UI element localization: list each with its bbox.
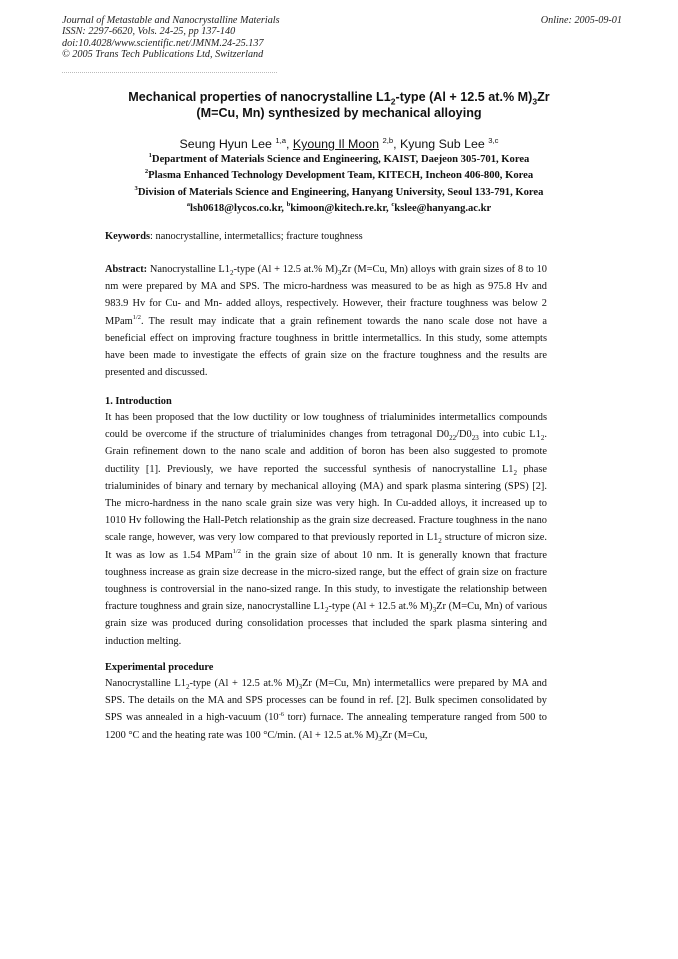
introduction-heading: 1. Introduction bbox=[105, 396, 172, 407]
journal-issn: ISSN: 2297-6620, Vols. 24-25, pp 137-140 bbox=[62, 26, 236, 38]
email-b[interactable]: kimoon@kitech.re.kr, bbox=[290, 203, 389, 214]
author-2: Kyoung Il Moon bbox=[292, 137, 379, 151]
keywords bbox=[105, 231, 363, 242]
journal-copyright: © 2005 Trans Tech Publications Ltd, Switzerland bbox=[62, 48, 264, 60]
author-emails: $^a$lsh0618@lycos.co.kr, $^b$kimoon@kitech.re.kr, $^c$kslee@hanyang.ac.kr bbox=[186, 201, 492, 214]
journal-name: Journal of Metastable and Nanocrystalline Materials bbox=[62, 15, 280, 26]
author-3: Kyung Sub Lee bbox=[400, 137, 485, 151]
title-line-2: (M=Cu, Mn) synthesized by mechanical alloying bbox=[196, 105, 482, 120]
abstract-label: Abstract: bbox=[105, 264, 148, 275]
header-divider bbox=[62, 72, 277, 73]
affiliation-1: $^1$Department of Materials Science and Engineering, KAIST, Daejeon 305-701, Korea bbox=[148, 152, 530, 165]
introduction-text: It has been proposed that the low ductility or low toughness of trialuminides intermetallics compounds could be overcome if the structure of trialuminides changes from tetragonal $D0_{22}/D0_{23}$ into cubic $L1_2$. Grain refinement down to the nano scale and addition of boron has been also suggested to promote ductility [1]. Previously, we have reported the successful synthesis of nanocrystalline $L1_2$ phase trialuminides of binary and ternary by mechanical alloying (MA) and spark plasma sintering (SPS) [2]. The micro-hardness in the nano scale grain size was very high. In Cu-added alloys, it increased up to 1010 Hv following the Hall-Petch relationship as the grain size decreased. Fracture toughness in the nano scale range, however, was very low compared to that previously reported in $L1_2$ structure of micron size. It was as low as 1.54 MPam$^{1/2}$ in the grain size of about 10 nm. It is generally known that fracture toughness increase as grain size decrease in the micro-sized range, but the effect of grain size on fracture toughness is controversial in the nano-sized range. In this study, to investigate the relationship between fracture toughness and grain size, nanocrystalline $L1_2$-type (Al + 12.5 at.% $M)_3Zr$ (M=Cu, Mn) of various grain size was produced during consolidation processes that included the spark plasma sintering and induction melting. bbox=[105, 412, 548, 647]
experimental-heading: Experimental procedure bbox=[105, 662, 214, 673]
email-c[interactable]: kslee@hanyang.ac.kr bbox=[394, 203, 492, 214]
abstract: Abstract: Nanocrystalline $L1_2$-type (Al + 12.5 at.% $M)_3Zr$ (M=Cu, Mn) alloys with grain sizes of 8 to 10 nm were prepared by MA and SPS. The micro-hardness was measured to be as high as 975.8 Hv and 983.9 Hv for Cu- and Mn- added alloys, respectively. However, their fracture toughness was below 2 MPam$^{1/2}$. The result may indicate that a grain refinement towards the nano scale dose not have a beneficial effect on improving fracture toughness in brittle intermetallics. In this study, some attempts have been made to investigate the effects of grain size on the fracture toughness and the results are presented and discussed. bbox=[105, 264, 547, 379]
affiliation-3: $^3$Division of Materials Science and Engineering, Hanyang University, Seoul 133-791, Korea bbox=[134, 185, 544, 198]
experimental-text: Nanocrystalline $L1_2$-type (Al + 12.5 at.% $M)_3Zr$ (M=Cu, Mn) intermetallics were prepared by MA and SPS. The details on the MA and SPS processes can be found in ref. [2]. Bulk specimen consolidated by SPS was annealed in a high-vacuum ($10^{-6}$ torr) furnace. The annealing temperature ranged from 500 to 1200 °C and the heating rate was 100 °C/min. (Al + 12.5 at.% $M)_3Zr$ (M=Cu, bbox=[105, 678, 547, 743]
email-a[interactable]: lsh0618@lycos.co.kr, bbox=[190, 203, 284, 214]
paper-title bbox=[80, 90, 598, 121]
author-1: Seung Hyun Lee bbox=[179, 137, 272, 151]
title-line-1: Mechanical properties of nanocrystalline $L1_2$-type (Al + 12.5 at.% $M)_3Zr$ bbox=[128, 90, 550, 107]
online-date: Online: 2005-09-01 bbox=[540, 15, 622, 26]
keywords-label: Keywords bbox=[105, 231, 151, 242]
author-list: Seung Hyun Lee $^{1,a}$, Kyoung Il Moon $^{2,b}$, Kyung Sub Lee $^{3,c}$ bbox=[179, 135, 499, 151]
affiliation-2: $^2$Plasma Enhanced Technology Development Team, KITECH, Incheon 406-800, Korea bbox=[144, 168, 534, 181]
journal-header bbox=[62, 15, 622, 60]
journal-doi: doi:10.4028/www.scientific.net/JMNM.24-25.137 bbox=[62, 37, 264, 49]
keywords-text: : nanocrystalline, intermetallics; fracture toughness bbox=[150, 231, 363, 242]
